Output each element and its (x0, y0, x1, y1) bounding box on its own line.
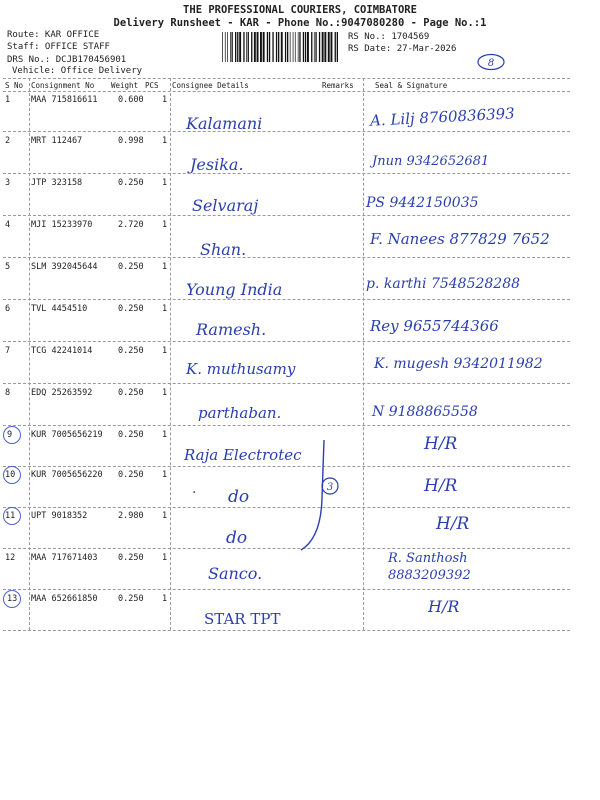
col-header-consignee: Consignee Details (172, 81, 249, 90)
row-consignee-handwritten: do (228, 487, 250, 507)
row-sno: 8 (5, 388, 11, 398)
row-divider (3, 299, 570, 300)
row-consignee-handwritten: Jesika. (190, 155, 244, 174)
staff-label: Staff: OFFICE STAFF (7, 42, 110, 52)
route-label: Route: KAR OFFICE (7, 30, 100, 40)
row-divider (3, 466, 570, 467)
row-divider (3, 425, 570, 426)
row-pcs: 1 (162, 178, 168, 188)
rs-number: RS No.: 1704569 (348, 32, 430, 42)
row-pcs: 1 (162, 594, 168, 604)
row-weight: 0.250 (118, 470, 144, 480)
row-weight: 0.250 (118, 553, 144, 563)
row-pcs: 1 (162, 470, 168, 480)
row-weight: 0.250 (118, 430, 144, 440)
table-bottom-rule (3, 630, 570, 631)
row-signature-handwritten: A. Lilj 8760836393 (369, 104, 516, 130)
row-sno: 10 (5, 470, 16, 480)
row-weight: 2.720 (118, 220, 144, 230)
row-weight: 0.250 (118, 304, 144, 314)
row-divider (3, 257, 570, 258)
row-signature-handwritten: Jnun 9342652681 (372, 154, 490, 169)
row-consignment-no: KUR 7005656220 (31, 470, 103, 480)
row-divider (3, 341, 570, 342)
row-divider (3, 383, 570, 384)
row-pcs: 1 (162, 95, 168, 105)
row-signature-handwritten: H/R (424, 476, 458, 496)
row-pcs: 1 (162, 511, 168, 521)
row-consignee-handwritten: STAR TPT (204, 610, 281, 628)
row-pcs: 1 (162, 553, 168, 563)
row-sno: 5 (5, 262, 11, 272)
row-sno: 4 (5, 220, 11, 230)
row-sno: 13 (7, 594, 18, 604)
col-header-pcs: PCS (145, 81, 159, 90)
row-signature-handwritten: H/R (436, 514, 470, 534)
circled-mark-text: 8 (487, 58, 495, 69)
runsheet-subtitle: Delivery Runsheet - KAR - Phone No.:9047080280 - Page No.:1 (113, 17, 487, 29)
col-header-weight: Weight (111, 81, 139, 90)
row-divider (3, 589, 570, 590)
company-title: THE PROFESSIONAL COURIERS, COIMBATORE (183, 4, 417, 16)
row-weight: 0.998 (118, 136, 144, 146)
row-consignee-handwritten: K. muthusamy (186, 360, 296, 378)
row-consignee-handwritten: Sanco. (208, 564, 263, 583)
col-header-remarks: Remarks (322, 81, 354, 90)
row-sno: 3 (5, 178, 11, 188)
row-weight: 2.980 (118, 511, 144, 521)
row-sno: 9 (7, 430, 13, 440)
row-signature-handwritten: K. mugesh 9342011982 (374, 356, 543, 372)
row-pcs: 1 (162, 430, 168, 440)
grouping-bracket-mark (296, 438, 342, 558)
row-consignment-no: MAA 715816611 (31, 95, 98, 105)
row-signature-handwritten: H/R (428, 597, 460, 616)
row-signature-handwritten: N 9188865558 (372, 404, 478, 420)
row-consignee-handwritten: Raja Electrotec (184, 446, 302, 464)
row-consignment-no: TVL 4454510 (31, 304, 88, 314)
row-divider (3, 173, 570, 174)
row-consignee-handwritten: Kalamani (186, 114, 263, 133)
row-signature-handwritten: F. Nanees 877829 7652 (370, 230, 550, 248)
row-consignee-handwritten: Selvaraj (192, 196, 259, 215)
row-consignment-no: EDQ 25263592 (31, 388, 93, 398)
row-consignee-handwritten: Shan. (200, 240, 247, 259)
bullet-dot: · (192, 485, 197, 501)
col-header-consignment: Consignment No (31, 81, 95, 90)
table-header-rule (3, 91, 570, 92)
row-weight: 0.250 (118, 594, 144, 604)
row-divider (3, 131, 570, 132)
row-pcs: 1 (162, 346, 168, 356)
row-weight: 0.250 (118, 388, 144, 398)
row-pcs: 1 (162, 388, 168, 398)
row-consignment-no: SLM 392045644 (31, 262, 98, 272)
row-consignment-no: MAA 652661850 (31, 594, 98, 604)
row-sno: 12 (5, 553, 16, 563)
row-divider (3, 548, 570, 549)
rs-date: RS Date: 27-Mar-2026 (348, 44, 457, 54)
row-consignee-handwritten: Young India (186, 280, 283, 299)
row-divider (3, 507, 570, 508)
row-pcs: 1 (162, 136, 168, 146)
circled-page-mark (476, 53, 506, 71)
row-sno: 6 (5, 304, 11, 314)
row-consignee-handwritten: parthaban. (198, 404, 282, 422)
row-consignee-handwritten: do (226, 528, 248, 548)
row-pcs: 1 (162, 220, 168, 230)
row-consignment-no: UPT 9018352 (31, 511, 88, 521)
row-pcs: 1 (162, 262, 168, 272)
row-consignee-handwritten: Ramesh. (196, 320, 267, 339)
row-sno: 1 (5, 95, 11, 105)
row-signature-handwritten: Rey 9655744366 (370, 317, 499, 335)
row-pcs: 1 (162, 304, 168, 314)
row-consignment-no: MAA 717671403 (31, 553, 98, 563)
row-weight: 0.250 (118, 262, 144, 272)
row-weight: 0.250 (118, 178, 144, 188)
row-weight: 0.600 (118, 95, 144, 105)
row-consignment-no: KUR 7005656219 (31, 430, 103, 440)
col-header-signature: Seal & Signature (375, 81, 448, 90)
bracket-note-text: 3 (326, 482, 334, 493)
row-signature-handwritten: H/R (424, 434, 458, 454)
row-consignment-no: MRT 112467 (31, 136, 83, 146)
row-signature-handwritten: p. karthi 7548528288 (366, 276, 521, 292)
barcode-image (222, 32, 342, 62)
row-sno: 2 (5, 136, 11, 146)
row-signature-handwritten: R. Santhosh 8883209392 (388, 551, 471, 583)
row-sno: 7 (5, 346, 11, 356)
row-sno: 11 (5, 511, 16, 521)
row-weight: 0.250 (118, 346, 144, 356)
vehicle-label: Vehicle: Office Delivery (12, 66, 143, 76)
row-consignment-no: TCG 42241014 (31, 346, 93, 356)
col-header-sno: S No (5, 81, 24, 90)
table-top-rule (3, 78, 570, 79)
row-divider (3, 215, 570, 216)
row-consignment-no: JTP 323158 (31, 178, 83, 188)
drs-label: DRS No.: DCJB170456901 (7, 55, 127, 65)
row-consignment-no: MJI 15233970 (31, 220, 93, 230)
row-signature-handwritten: PS 9442150035 (366, 195, 479, 211)
